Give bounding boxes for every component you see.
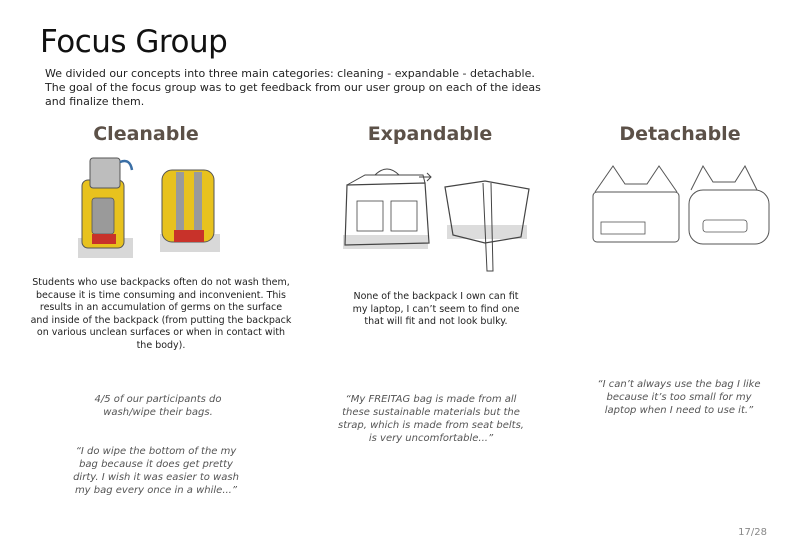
- cleanable-description: Students who use backpacks often do not wash them, because it is time consuming and inconvenient. This results in an accumulation of germs on the surface and inside of the backpack (from putting the backpack on various unclean surfaces or when in contact with the body).: [30, 277, 292, 351]
- backpack-body: [689, 190, 769, 244]
- backpack-body: [593, 192, 679, 242]
- arrow-icon: [419, 173, 431, 181]
- intro-line: The goal of the focus group was to get feedback from our user group on each of the ideas: [45, 81, 541, 94]
- backpack-panel: [92, 198, 114, 234]
- backpack-pocket: [601, 222, 645, 234]
- backpack-straps: [595, 166, 677, 192]
- expandable-bag-sketch: [335, 165, 545, 280]
- backpack-bottom: [92, 234, 116, 244]
- heading-cleanable: Cleanable: [93, 123, 199, 145]
- bag-pocket: [357, 201, 383, 231]
- backpack-bottom: [174, 230, 204, 242]
- page-number: 17/28: [738, 527, 767, 538]
- arrow-icon: [120, 161, 132, 170]
- intro-line: We divided our concepts into three main categories: cleaning - expandable - detachable.: [45, 67, 535, 80]
- page-title: Focus Group: [40, 24, 228, 60]
- intro-line: and finalize them.: [45, 95, 145, 108]
- bag-handle: [375, 169, 399, 175]
- detachable-quote: “I can’t always use the bag I like because it’s too small for my laptop when I need to use it.”: [597, 379, 761, 416]
- cleanable-quote: “I do wipe the bottom of the my bag because it does get pretty dirty. I wish it was easier to wash my bag every once in a while...”: [73, 446, 239, 496]
- cleanable-quote: 4/5 of our participants do wash/wipe their bags.: [94, 394, 222, 418]
- backpack-strap: [194, 172, 202, 240]
- detachable-backpack-sketch: [585, 160, 775, 250]
- expandable-quote: “My FREITAG bag is made from all these sustainable materials but the strap, which is made from seat belts, is very uncomfortable...”: [338, 394, 524, 444]
- bag-pocket: [391, 201, 417, 231]
- backpack-pocket: [703, 220, 747, 232]
- cleanable-backpack-sketch: [70, 150, 230, 265]
- intro-text: [45, 67, 555, 109]
- heading-expandable: Expandable: [367, 123, 493, 145]
- sketch-base: [343, 235, 428, 249]
- expandable-description: None of the backpack I own can fit my laptop, I can’t seem to find one that will fit and not look bulky.: [352, 291, 520, 327]
- heading-detachable: Detachable: [619, 123, 741, 145]
- backpack-flap: [90, 158, 120, 188]
- backpack-straps: [691, 166, 757, 190]
- backpack-strap: [176, 172, 184, 240]
